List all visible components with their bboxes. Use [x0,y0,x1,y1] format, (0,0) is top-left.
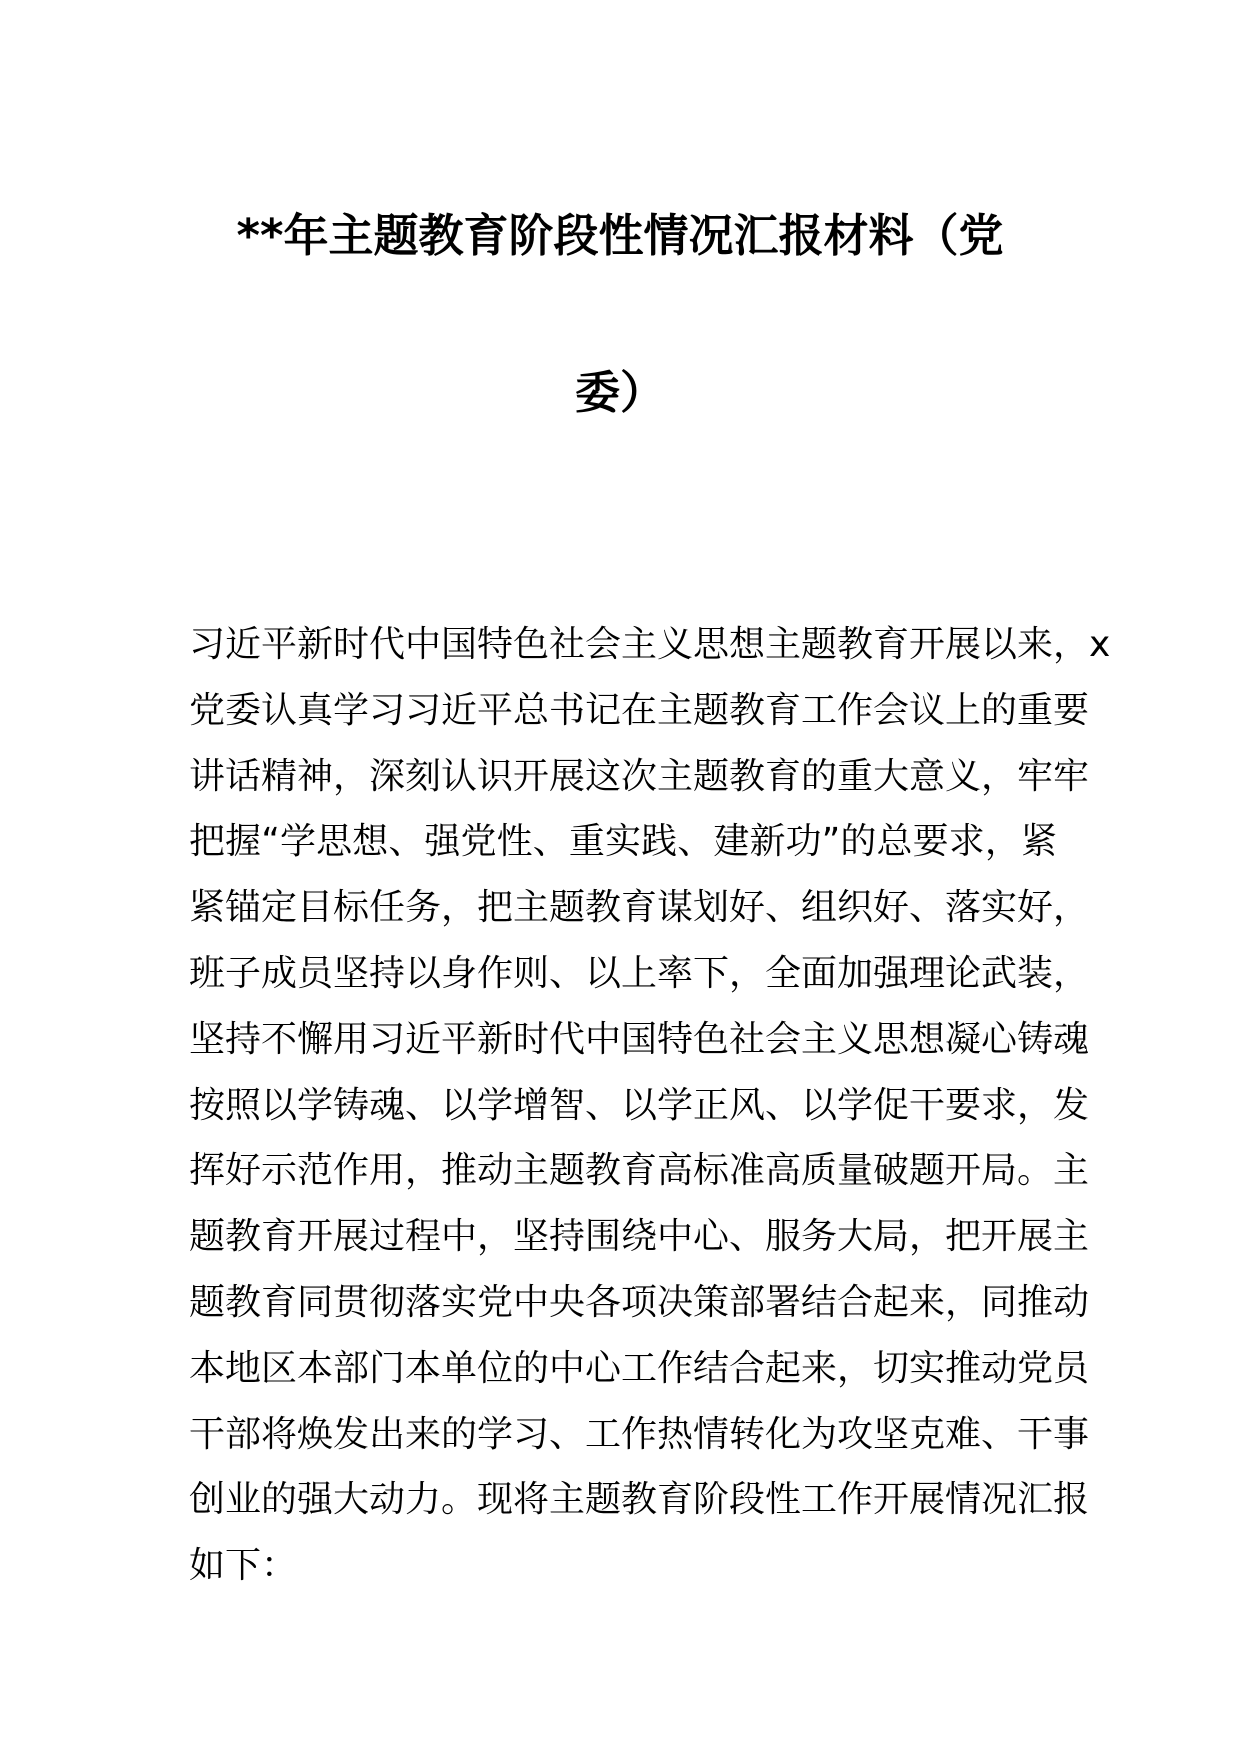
body-line: 题教育同贯彻落实党中央各项决策部署结合起来，同推动 [189,1281,1090,1323]
body-line: 坚持不懈用习近平新时代中国特色社会主义思想凝心铸魂 [189,1018,1090,1060]
body-line: 按照以学铸魂、以学增智、以学正风、以学促干要求，发 [189,1084,1090,1126]
body-line: 习近平新时代中国特色社会主义思想主题教育开展以来，x [189,624,1111,665]
body-line: 挥好示范作用，推动主题教育高标准高质量破题开局。主 [189,1150,1090,1192]
body-line: 如下： [189,1545,298,1587]
body-line: 把握“学思想、强党性、重实践、建新功”的总要求，紧 [189,821,1057,863]
body-line: 紧锚定目标任务，把主题教育谋划好、组织好、落实好， [189,887,1090,929]
body-line: 班子成员坚持以身作则、以上率下，全面加强理论武装， [189,952,1090,994]
body-paragraph [189,612,1111,1599]
document-title-line-1: **年主题教育阶段性情况汇报材料（党 [236,209,1004,262]
body-line: 创业的强大动力。现将主题教育阶段性工作开展情况汇报 [189,1479,1090,1521]
document-title-line-2: 委） [574,366,665,419]
body-line: 题教育开展过程中，坚持围绕中心、服务大局，把开展主 [189,1216,1090,1258]
body-line: 党委认真学习习近平总书记在主题教育工作会议上的重要 [189,689,1090,731]
body-line: 本地区本部门本单位的中心工作结合起来，切实推动党员 [189,1347,1090,1389]
body-line: 讲话精神，深刻认识开展这次主题教育的重大意义，牢牢 [189,755,1090,797]
body-line: 干部将焕发出来的学习、工作热情转化为攻坚克难、干事 [189,1413,1090,1455]
